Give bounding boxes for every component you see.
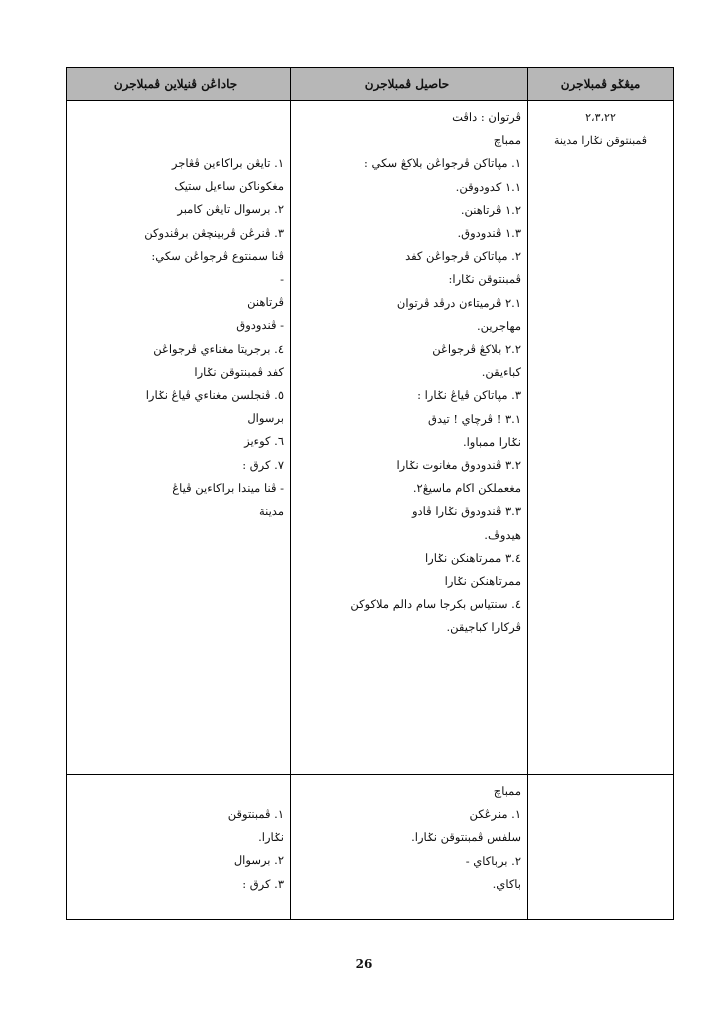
activity-line: برسوال: [247, 411, 284, 426]
content-line: ١. منرڠكن: [469, 807, 521, 822]
content-line: ٢.١ ڤرميتاءن درڤد ڤرتوان: [396, 295, 521, 310]
content-line: مغعملكن اكام ماسيڠ٢.: [412, 481, 521, 496]
content-line: ممباچ: [493, 133, 521, 148]
content-line: ڤركارا كباجيقن.: [446, 620, 521, 635]
content-line: نݢارا ممباوا.: [462, 434, 521, 449]
content-line: ڤرتوان : داڤت: [452, 110, 521, 124]
content-line: ممرتاهنكن نݢارا: [444, 574, 521, 589]
content-line: ٣.٣ ڤندودوق نݢارا ڤادو: [411, 504, 521, 519]
content-line: ٣.٤ ممرتاهنكن نݢارا: [424, 550, 521, 565]
week-theme: ڤمبنتوقن نݢارا مدينة: [553, 134, 648, 147]
activity-line: ١. تايڠن براكاءين ڤڠاجر: [171, 156, 284, 170]
activity-line: ٣. كرق :: [242, 876, 284, 891]
content-line: سلفس ڤمبنتوقن نݢارا.: [411, 830, 521, 845]
activity-line: ٢. برسوال تايڠن كامبر: [177, 202, 284, 217]
activity-line: -: [280, 272, 284, 287]
activity-line: ٣. ڤنرڠن ڤربينچڠن برڤندوكن: [144, 225, 284, 240]
content-line: ١.٢ ڤرتاهنن.: [460, 202, 521, 217]
activity-lower: [65, 803, 290, 896]
content-line: ٤. سنتياس بكرجا سام دالم ملاكوكن: [350, 597, 521, 612]
activity-line: مدينة: [258, 504, 284, 519]
activity-line: - ڤنا ميندا براكاءين ڤياڠ: [172, 480, 284, 495]
week-numbers: ٢،٣،٢٢: [585, 111, 616, 124]
content-line: ٢. مڽاتاكن ڤرجواڠن كفد: [405, 249, 521, 264]
activity-line: ٧. كرق :: [242, 457, 284, 472]
header-activity: جاداڠن ڤنيلاين ڤمبلاجرن: [113, 77, 238, 91]
content-line: ممباچ: [493, 784, 521, 798]
content-lower: [291, 780, 527, 896]
content-line: باكاي.: [492, 876, 521, 891]
page-number: 26: [355, 957, 373, 971]
content-line: هيدوڤ.: [484, 527, 521, 542]
activity-upper: [65, 152, 290, 523]
content-line: ١. مڽاتاكن ڤرجواڠن بلاكڠ سکي :: [364, 156, 521, 171]
activity-line: مغكوناكن ساءيل ستيک: [174, 179, 284, 194]
activity-line: ڤنا سمنتوع ڤرجواڠن سکي:: [151, 248, 284, 263]
header-content: حاصيل ڤمبلاجرن: [364, 77, 450, 91]
content-line: ٣.٢ ڤندودوق مغانوت نݢارا: [396, 458, 521, 473]
content-line: ٢.٢ بلاكڠ ڤرجواڠن: [432, 342, 521, 357]
activity-line: ٤. برجريتا مغناءي ڤرجواڠن: [153, 341, 284, 356]
content-line: ٣.١ ! ڤرچاي ! تيدق: [428, 411, 521, 426]
content-line: ٣. مڽاتاكن ڤياڠ نݢارا :: [417, 388, 521, 403]
column-divider: [527, 68, 528, 919]
content-line: مهاجرين.: [476, 318, 521, 333]
activity-line: ٢. برسوال: [233, 853, 284, 868]
content-line: ڤمبنتوقن نݢارا:: [448, 272, 521, 287]
content-upper: [291, 106, 527, 640]
activity-line: ڤرتاهنن: [247, 295, 284, 310]
header-week: ميڠݢو ڤمبلاجرن: [560, 77, 641, 91]
content-line: ١.٣ ڤندودوق.: [457, 226, 521, 241]
content-line: ١.١ كدودوقن.: [455, 179, 521, 194]
activity-line: - ڤندودوق: [236, 318, 284, 333]
activity-line: ١. ڤمبنتوقن: [227, 807, 284, 821]
lesson-table: [66, 67, 674, 920]
row-divider: [67, 774, 673, 775]
content-line: ٢. برباكاي -: [465, 853, 521, 868]
activity-line: نݢارا.: [258, 830, 284, 845]
activity-line: ٦. كوءيز: [244, 434, 284, 449]
content-line: كباءيقن.: [481, 365, 521, 380]
activity-line: كفد ڤمبنتوقن نݢارا: [194, 364, 284, 379]
activity-line: ٥. ڤنجلسن مغناءي ڤياڠ نݢارا: [145, 388, 284, 403]
header-divider: [67, 100, 673, 101]
